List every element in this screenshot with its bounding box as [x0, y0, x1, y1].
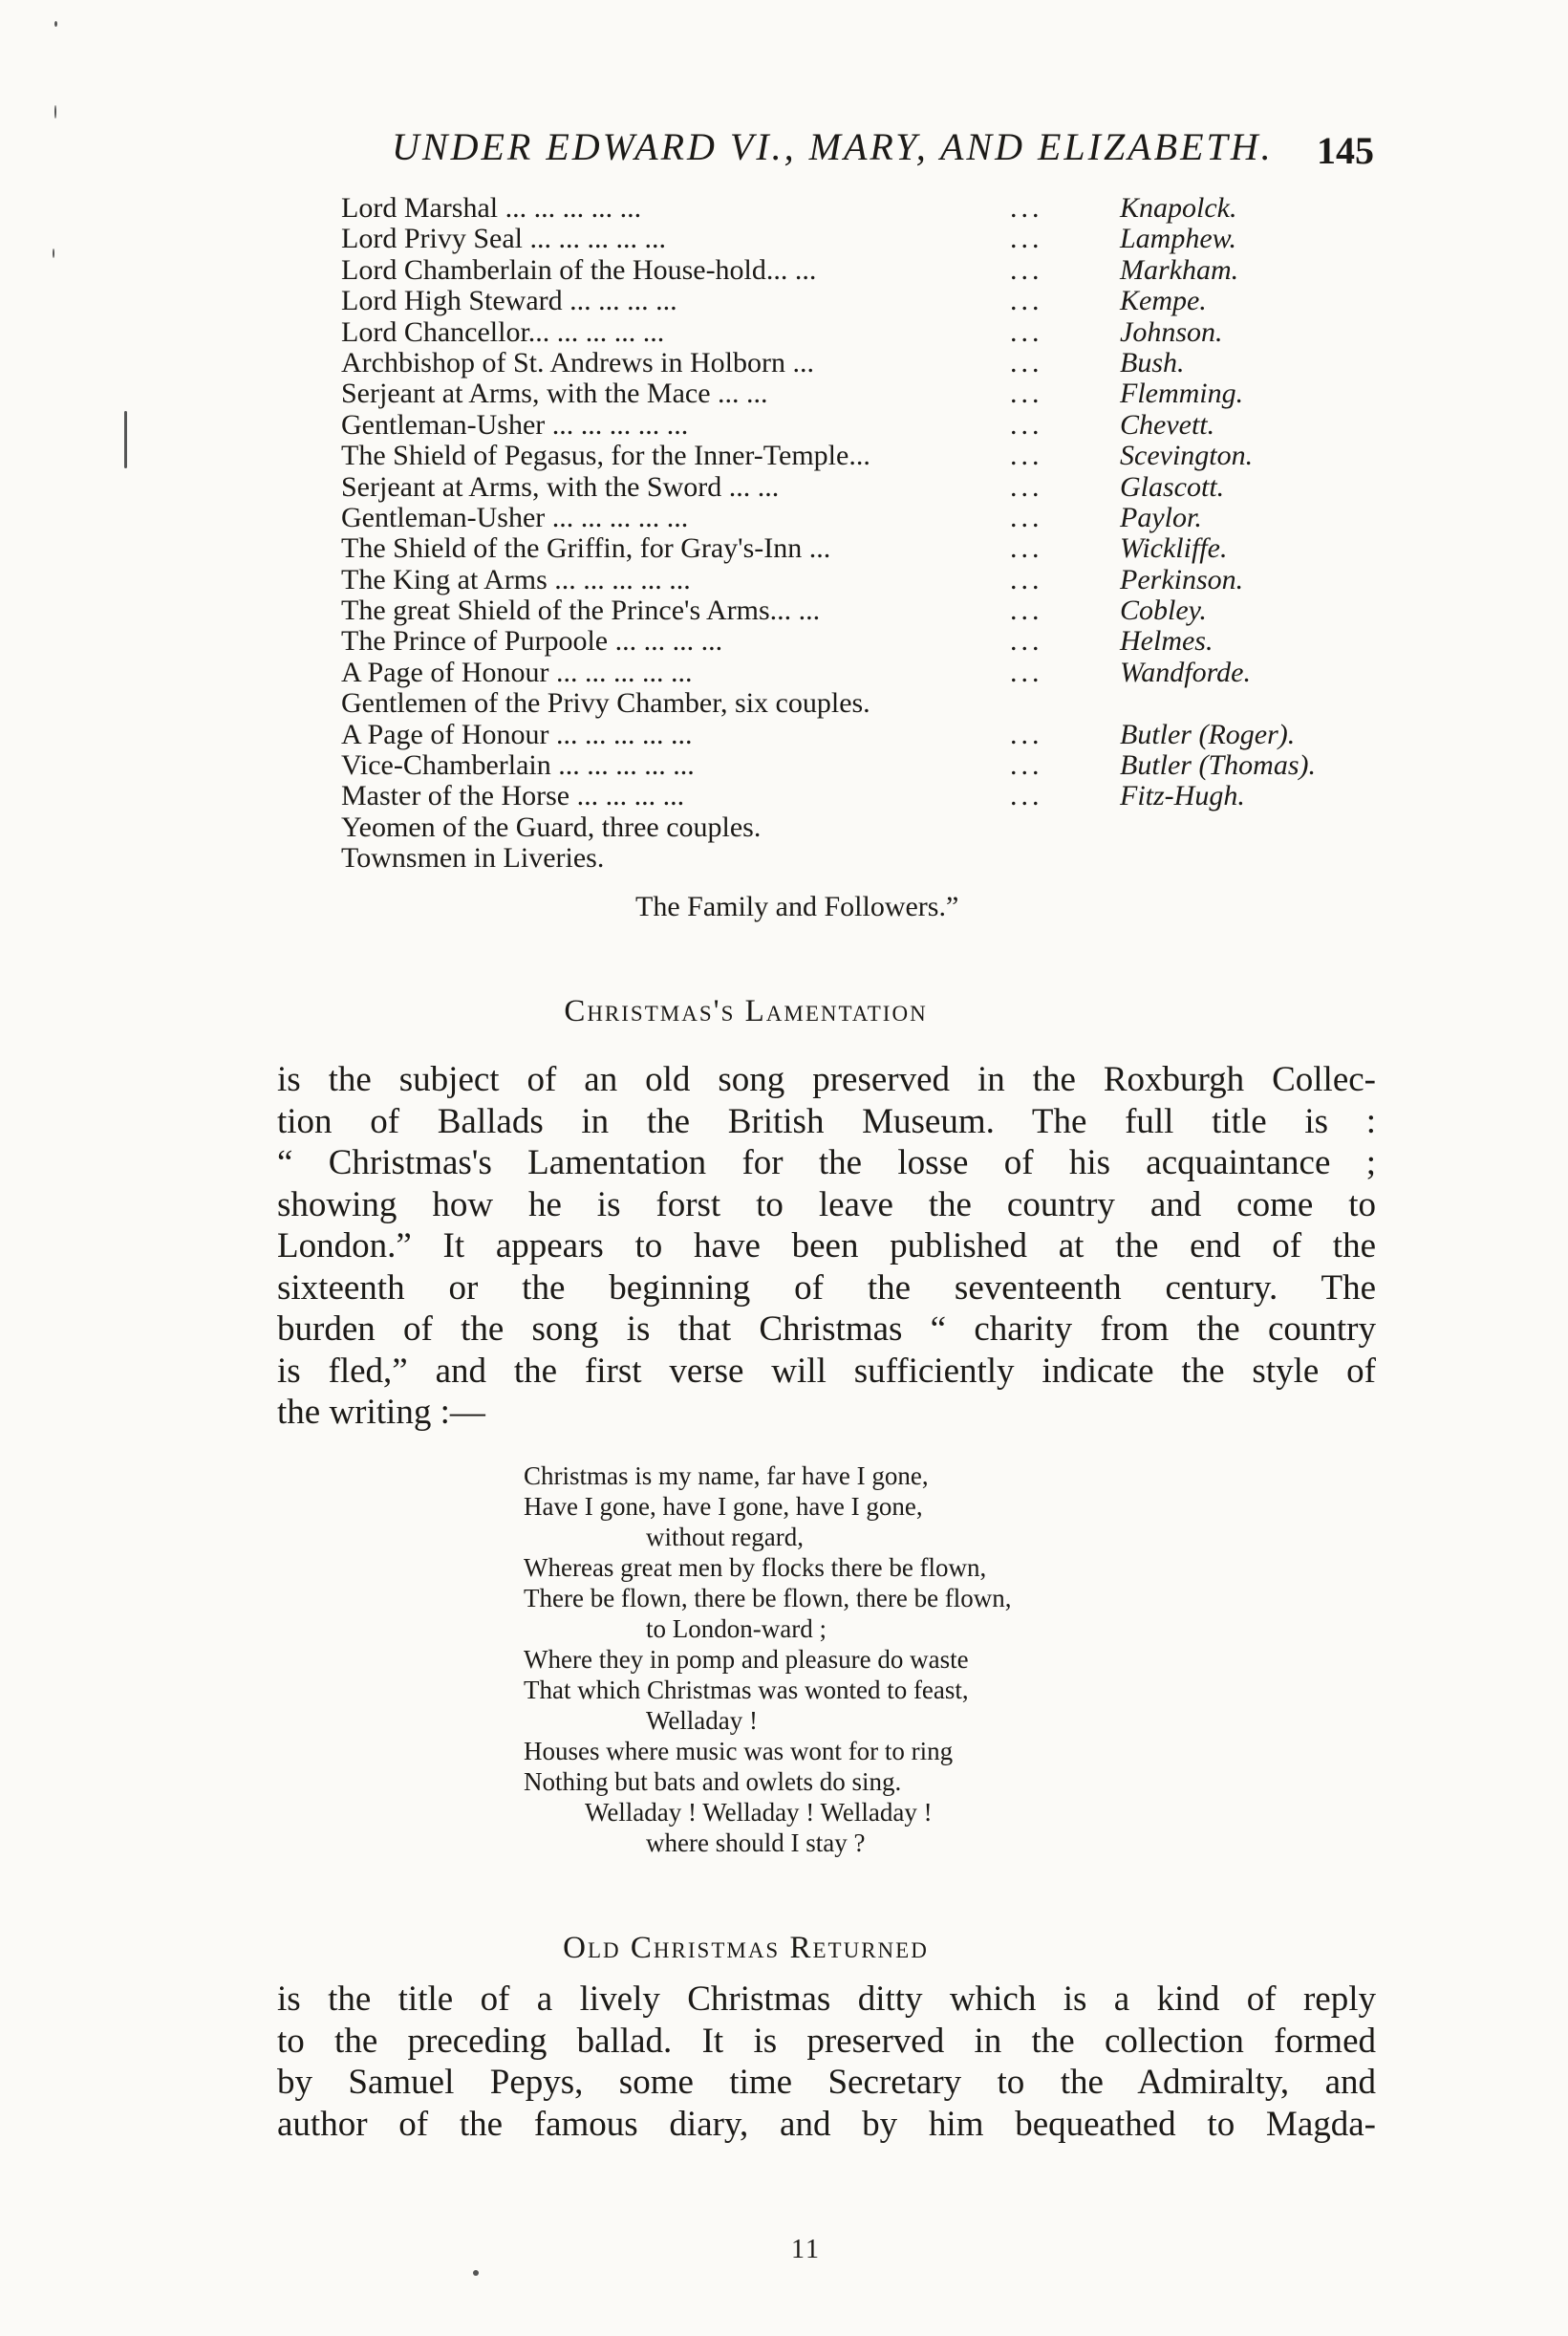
margin-speck	[54, 105, 56, 119]
roster-office: A Page of Honour ... ... ... ... ...	[341, 656, 693, 688]
roster-leader-dots: ...	[1010, 378, 1043, 410]
roster-row	[341, 317, 1421, 348]
roster-leader-dots: ...	[1010, 285, 1043, 317]
roster-row	[341, 565, 1421, 595]
roster-office: A Page of Honour ... ... ... ... ...	[341, 718, 693, 750]
roster-leader-dots: ...	[1010, 780, 1043, 812]
margin-speck	[53, 249, 54, 258]
roster-row	[341, 720, 1421, 750]
roster-bearer: Bush.	[1120, 346, 1185, 379]
roster-leader-dots: ...	[1010, 563, 1043, 595]
roster-office: Gentlemen of the Privy Chamber, six couples.	[341, 687, 870, 720]
verse-line: Houses where music was wont for to ring	[524, 1737, 954, 1765]
roster-row	[341, 533, 1421, 564]
roster-row	[341, 781, 1421, 811]
verse-line: Whereas great men by flocks there be flown,	[524, 1553, 987, 1582]
roster-office: Lord Privy Seal ... ... ... ... ...	[341, 223, 666, 255]
roster-row	[341, 410, 1421, 441]
roster-leader-dots: ...	[1010, 501, 1043, 533]
roster-leader-dots: ...	[1010, 315, 1043, 348]
margin-speck	[54, 21, 57, 27]
roster-bearer: Kempe.	[1120, 285, 1207, 317]
roster-office: Lord Marshal ... ... ... ... ...	[341, 192, 642, 224]
roster-leader-dots: ...	[1010, 656, 1043, 688]
roster-bearer: Chevett.	[1120, 408, 1215, 441]
verse-line: where should I stay ?	[646, 1828, 866, 1857]
roster-office: Lord High Steward ... ... ... ...	[341, 285, 677, 317]
roster-bearer: Lamphew.	[1120, 223, 1236, 255]
verse-line: Where they in pomp and pleasure do waste	[524, 1645, 969, 1674]
roster-bearer: Wandforde.	[1120, 656, 1251, 688]
roster-leader-dots: ...	[1010, 595, 1043, 627]
ballad-verse	[524, 1460, 1269, 1858]
roster-row	[341, 193, 1421, 224]
roster-closing-line: The Family and Followers.”	[635, 891, 959, 922]
roster-bearer: Fitz-Hugh.	[1120, 780, 1245, 812]
paragraph-lamentation	[277, 1059, 1376, 1434]
roster-office: Master of the Horse ... ... ... ...	[341, 780, 685, 812]
roster-office: The Prince of Purpoole ... ... ... ...	[341, 625, 723, 658]
roster-office: Gentleman-Usher ... ... ... ... ...	[341, 501, 689, 533]
section-heading-returned: Old Christmas Returned	[563, 1931, 929, 1965]
roster-row	[341, 626, 1421, 657]
roster-row	[341, 658, 1421, 688]
roster-leader-dots: ...	[1010, 346, 1043, 379]
roster-bearer: Perkinson.	[1120, 563, 1244, 595]
roster-row	[341, 843, 1421, 874]
paragraph-line: sixteenth or the beginning of the seventeenth century. The	[277, 1267, 1376, 1308]
margin-speck	[124, 411, 127, 468]
roster-office: Yeomen of the Guard, three couples.	[341, 811, 762, 843]
roster-bearer: Helmes.	[1120, 625, 1214, 658]
roster-row	[341, 750, 1421, 781]
section-heading-lamentation: Christmas's Lamentation	[564, 994, 928, 1028]
roster-leader-dots: ...	[1010, 253, 1043, 286]
roster-row	[341, 441, 1421, 471]
paragraph-line: “ Christmas's Lamentation for the losse of his acquaintance ;	[277, 1143, 1376, 1182]
roster-bearer: Butler (Thomas).	[1120, 749, 1316, 782]
roster-leader-dots: ...	[1010, 408, 1043, 441]
paragraph-returned	[277, 1979, 1376, 2145]
roster-row	[341, 812, 1421, 843]
roster-office: Serjeant at Arms, with the Sword ... ...	[341, 470, 780, 503]
roster-leader-dots: ...	[1010, 532, 1043, 565]
procession-roster	[341, 193, 1421, 875]
roster-row	[341, 348, 1421, 379]
roster-office: The great Shield of the Prince's Arms... ...	[341, 595, 821, 627]
roster-row	[341, 224, 1421, 254]
paragraph-line: to the preceding ballad. It is preserved in the collection formed	[277, 2021, 1376, 2061]
roster-bearer: Cobley.	[1120, 595, 1207, 627]
roster-office: Vice-Chamberlain ... ... ... ... ...	[341, 749, 695, 782]
roster-leader-dots: ...	[1010, 625, 1043, 658]
roster-office: Lord Chancellor... ... ... ... ...	[341, 315, 665, 348]
verse-line: Welladay ! Welladay ! Welladay !	[585, 1798, 933, 1827]
signature-mark: 11	[791, 2235, 821, 2264]
roster-row	[341, 595, 1421, 626]
roster-bearer: Scevington.	[1120, 440, 1254, 472]
roster-bearer: Flemming.	[1120, 378, 1244, 410]
paragraph-line: burden of the song is that Christmas “ charity from the country	[277, 1309, 1376, 1349]
roster-bearer: Wickliffe.	[1120, 532, 1228, 565]
roster-leader-dots: ...	[1010, 470, 1043, 503]
roster-office: The Shield of Pegasus, for the Inner-Temple...	[341, 440, 870, 472]
paragraph-line: is the title of a lively Christmas ditty which is a kind of reply	[277, 1979, 1376, 2019]
roster-bearer: Markham.	[1120, 253, 1239, 286]
paragraph-line: tion of Ballads in the British Museum. The full title is :	[277, 1101, 1376, 1141]
verse-line: There be flown, there be flown, there be flown,	[524, 1584, 1012, 1612]
roster-row	[341, 503, 1421, 533]
roster-office: Gentleman-Usher ... ... ... ... ...	[341, 408, 689, 441]
roster-bearer: Johnson.	[1120, 315, 1223, 348]
paragraph-line: is fled,” and the first verse will sufficiently indicate the style of	[277, 1351, 1376, 1391]
roster-bearer: Knapolck.	[1120, 192, 1237, 224]
paragraph-line: London.” It appears to have been published at the end of the	[277, 1226, 1376, 1265]
roster-leader-dots: ...	[1010, 192, 1043, 224]
roster-row	[341, 472, 1421, 503]
roster-office: Serjeant at Arms, with the Mace ... ...	[341, 378, 768, 410]
roster-office: Townsmen in Liveries.	[341, 842, 605, 875]
paragraph-line: by Samuel Pepys, some time Secretary to the Admiralty, and	[277, 2063, 1376, 2102]
roster-row	[341, 688, 1421, 719]
verse-line: to London-ward ;	[646, 1614, 827, 1643]
roster-bearer: Glascott.	[1120, 470, 1225, 503]
paragraph-line: is the subject of an old song preserved in the Roxburgh Collec-	[277, 1060, 1376, 1099]
roster-bearer: Paylor.	[1120, 501, 1202, 533]
verse-line: Have I gone, have I gone, have I gone,	[524, 1492, 923, 1521]
verse-line: That which Christmas was wonted to feast,	[524, 1676, 969, 1704]
margin-speck	[473, 2270, 479, 2276]
verse-line: without regard,	[646, 1523, 804, 1551]
roster-office: The King at Arms ... ... ... ... ...	[341, 563, 691, 595]
verse-line: Welladay !	[646, 1706, 759, 1735]
roster-leader-dots: ...	[1010, 718, 1043, 750]
running-head: UNDER EDWARD VI., MARY, AND ELIZABETH.	[392, 125, 1274, 168]
roster-bearer: Butler (Roger).	[1120, 718, 1296, 750]
verse-line: Christmas is my name, far have I gone,	[524, 1461, 929, 1490]
paragraph-line: author of the famous diary, and by him bequeathed to Magda-	[277, 2104, 1376, 2144]
roster-office: The Shield of the Griffin, for Gray's-Inn ...	[341, 532, 831, 565]
page-number: 145	[1317, 129, 1374, 172]
verse-line: Nothing but bats and owlets do sing.	[524, 1767, 902, 1796]
roster-office: Archbishop of St. Andrews in Holborn ...	[341, 346, 814, 379]
paragraph-line: showing how he is forst to leave the country and come to	[277, 1184, 1376, 1224]
roster-row	[341, 379, 1421, 409]
roster-row	[341, 255, 1421, 286]
paragraph-line: the writing :—	[277, 1393, 485, 1432]
roster-leader-dots: ...	[1010, 440, 1043, 472]
roster-row	[341, 286, 1421, 316]
roster-leader-dots: ...	[1010, 223, 1043, 255]
roster-office: Lord Chamberlain of the House-hold... ...	[341, 253, 817, 286]
roster-leader-dots: ...	[1010, 749, 1043, 782]
